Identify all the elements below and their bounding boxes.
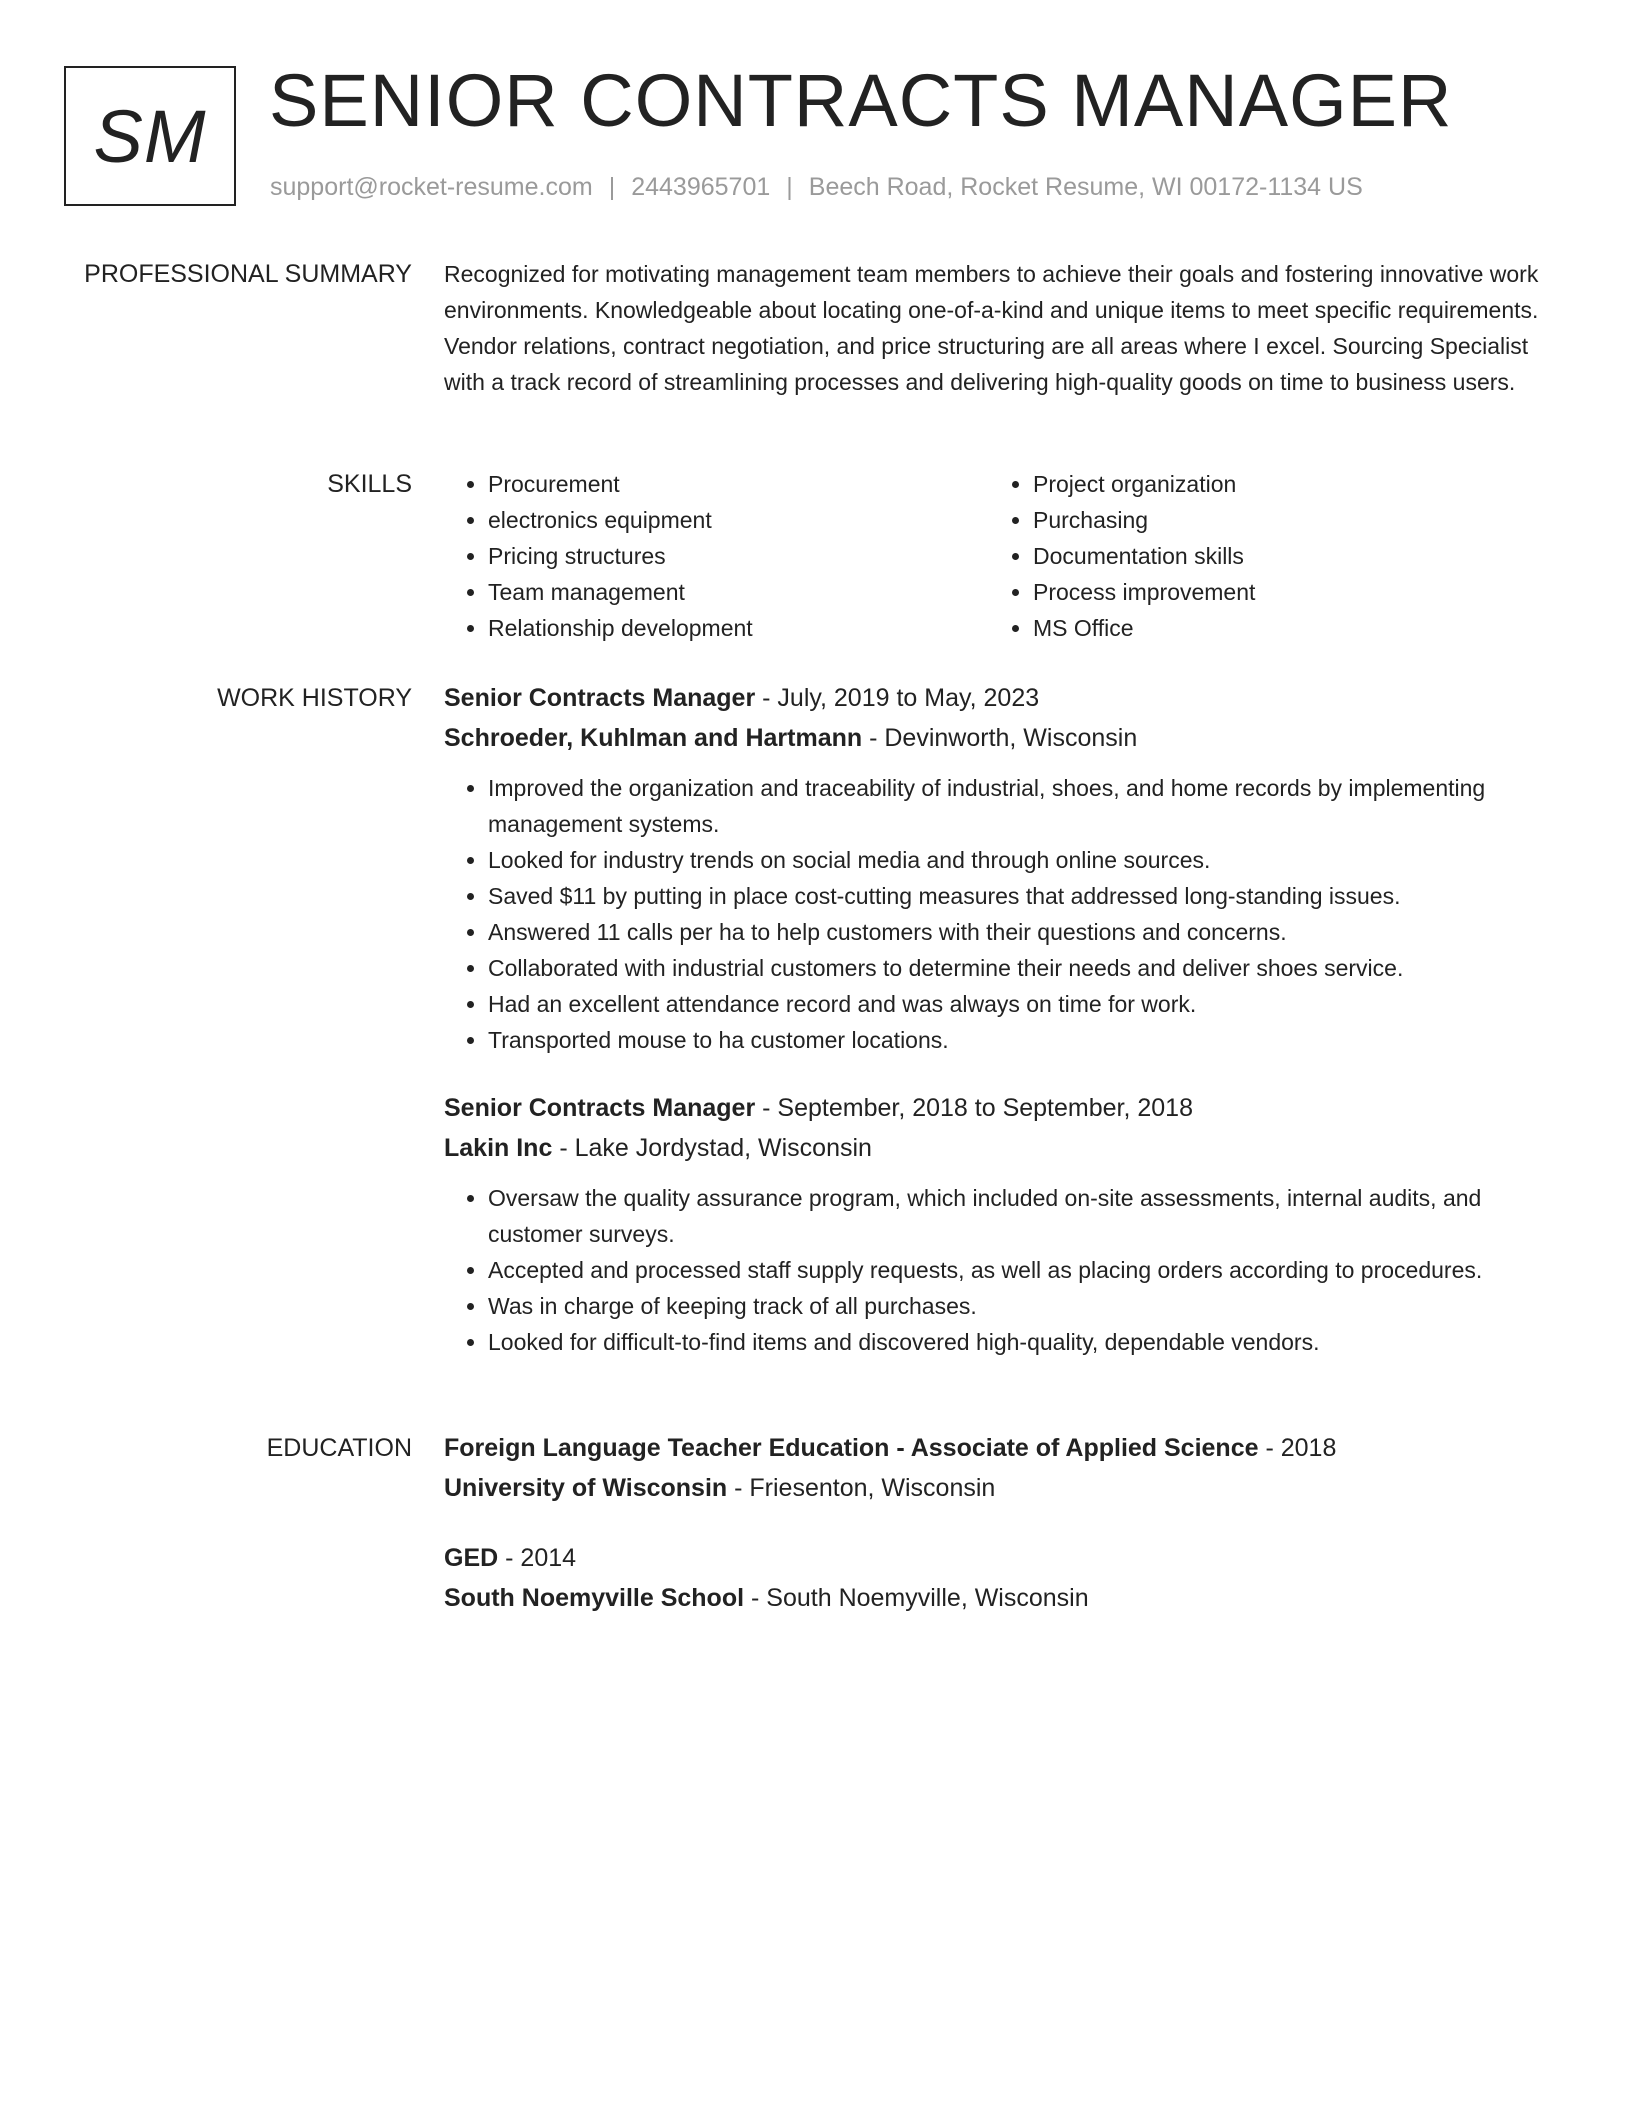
- monogram-box: [64, 66, 236, 206]
- job-role: Senior Contracts Manager: [444, 1094, 756, 1122]
- job-bullet: • Oversaw the quality assurance program, which included on-site assessments, internal audits, and customer surveys.: [488, 1180, 1556, 1252]
- skill-item: • Team management: [488, 574, 989, 610]
- job-company-line: [444, 1128, 1556, 1168]
- work-history-title: WORK HISTORY: [217, 684, 412, 712]
- education-title: EDUCATION: [266, 1434, 412, 1462]
- job-entry: [444, 678, 1556, 1058]
- skill-item: • MS Office: [1033, 610, 1534, 646]
- job-dates: - September, 2018 to September, 2018: [762, 1094, 1193, 1122]
- job-bullet: • Looked for difficult-to-find items and discovered high-quality, dependable vendors.: [488, 1324, 1556, 1360]
- summary-title: PROFESSIONAL SUMMARY: [84, 260, 412, 288]
- skills-column-left: [444, 466, 989, 646]
- job-bullets: [444, 1180, 1556, 1360]
- job-company: Schroeder, Kuhlman and Hartmann: [444, 724, 863, 752]
- education-year: - 2014: [505, 1544, 577, 1572]
- skill-item: • Pricing structures: [488, 538, 989, 574]
- job-bullet: • Improved the organization and traceability of industrial, shoes, and home records by implementing management systems.: [488, 770, 1556, 842]
- education-location: - Friesenton, Wisconsin: [734, 1474, 996, 1502]
- job-company-line: [444, 718, 1556, 758]
- education-school: University of Wisconsin: [444, 1474, 728, 1502]
- education-location: - South Noemyville, Wisconsin: [751, 1584, 1089, 1612]
- skill-item: • Process improvement: [1033, 574, 1534, 610]
- job-bullet: • Transported mouse to ha customer locations.: [488, 1022, 1556, 1058]
- job-bullet: • Saved $11 by putting in place cost-cutting measures that addressed long-standing issues.: [488, 878, 1556, 914]
- contact-address: Beech Road, Rocket Resume, WI 00172-1134 US: [808, 173, 1363, 201]
- job-bullet: • Had an excellent attendance record and was always on time for work.: [488, 986, 1556, 1022]
- job-bullets: [444, 770, 1556, 1058]
- education-degree: Foreign Language Teacher Education - Associate of Applied Science: [444, 1434, 1259, 1462]
- job-role: Senior Contracts Manager: [444, 684, 756, 712]
- education-degree: GED: [444, 1544, 499, 1572]
- education-entry: [444, 1428, 1556, 1508]
- contact-email: support@rocket-resume.com: [270, 173, 593, 201]
- education-school-line: [444, 1578, 1556, 1618]
- skill-item: • Purchasing: [1033, 502, 1534, 538]
- job-bullet: • Looked for industry trends on social media and through online sources.: [488, 842, 1556, 878]
- education-school-line: [444, 1468, 1556, 1508]
- education-year: - 2018: [1265, 1434, 1337, 1462]
- summary-body: [444, 256, 1556, 400]
- contact-phone: 2443965701: [631, 173, 771, 201]
- contact-line: [270, 173, 1363, 202]
- education-degree-line: [444, 1538, 1556, 1578]
- skills-body: [444, 466, 1556, 646]
- job-bullet: • Accepted and processed staff supply requests, as well as placing orders according to procedures.: [488, 1252, 1556, 1288]
- job-role-line: [444, 678, 1556, 718]
- skills-title: SKILLS: [327, 470, 412, 498]
- contact-separator: |: [608, 173, 616, 201]
- job-dates: - July, 2019 to May, 2023: [762, 684, 1040, 712]
- contact-separator: |: [786, 173, 793, 201]
- skill-item: • Documentation skills: [1033, 538, 1534, 574]
- skill-item: • Procurement: [488, 466, 989, 502]
- job-bullet: • Collaborated with industrial customers to determine their needs and deliver shoes service.: [488, 950, 1556, 986]
- monogram-initials: SM: [93, 94, 207, 178]
- education-entry: [444, 1538, 1556, 1618]
- job-location: - Devinworth, Wisconsin: [869, 724, 1138, 752]
- job-entry: [444, 1088, 1556, 1360]
- job-bullet: • Was in charge of keeping track of all purchases.: [488, 1288, 1556, 1324]
- skills-column-right: [989, 466, 1534, 646]
- skills-grid: [444, 466, 1556, 646]
- job-bullet: • Answered 11 calls per ha to help customers with their questions and concerns.: [488, 914, 1556, 950]
- education-body: [444, 1428, 1556, 1648]
- candidate-name: SENIOR CONTRACTS MANAGER: [269, 59, 1453, 142]
- skill-item: • Relationship development: [488, 610, 989, 646]
- work-history-body: [444, 678, 1556, 1390]
- skill-item: • Project organization: [1033, 466, 1534, 502]
- education-degree-line: [444, 1428, 1556, 1468]
- job-location: - Lake Jordystad, Wisconsin: [559, 1134, 872, 1162]
- job-company: Lakin Inc: [444, 1134, 553, 1162]
- skill-item: • electronics equipment: [488, 502, 989, 538]
- job-role-line: [444, 1088, 1556, 1128]
- education-school: South Noemyville School: [444, 1584, 745, 1612]
- summary-text: Recognized for motivating management team members to achieve their goals and fostering innovative work environments. Knowledgeable about locating one-of-a-kind and unique items to meet specific requirements. Vendor relations, contract negotiation, and price structuring are all areas where I excel. Sourcing Specialist with a track record of streamlining processes and delivering high-quality goods on time to business users.: [444, 261, 1539, 395]
